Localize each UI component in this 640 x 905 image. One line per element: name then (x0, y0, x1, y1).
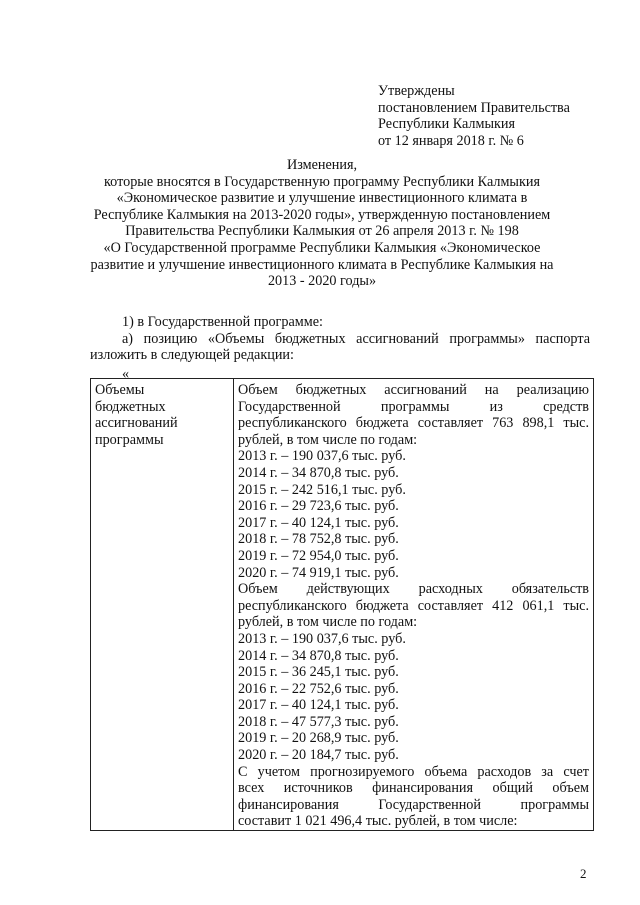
label-line: программы (95, 431, 164, 448)
year-line: 2017 г. – 40 124,1 тыс. руб. (238, 697, 399, 714)
value-line: республиканского бюджета составляет 763 898,1 тыс. (238, 415, 589, 432)
value-line: С учетом прогнозируемого объема расходов за счет (238, 763, 589, 780)
year-line: 2018 г. – 78 752,8 тыс. руб. (238, 531, 399, 548)
table-row (91, 379, 594, 831)
heading-line: «О Государственной программе Республики Калмыкия «Экономическое (103, 239, 541, 256)
year-line: 2017 г. – 40 124,1 тыс. руб. (238, 514, 399, 531)
value-line: составит 1 021 496,4 тыс. рублей, в том числе: (238, 813, 518, 830)
passport-table (90, 378, 594, 831)
value-line: Государственной программы из средств (238, 398, 589, 415)
year-line: 2014 г. – 34 870,8 тыс. руб. (238, 464, 399, 481)
item-1: 1) в Государственной программе: (122, 314, 323, 330)
quote-open: « (122, 365, 130, 382)
heading-line: «Экономическое развитие и улучшение инвестиционного климата в (116, 190, 528, 207)
year-line: 2019 г. – 20 268,9 тыс. руб. (238, 730, 399, 747)
document-heading (62, 157, 582, 290)
label-line: ассигнований (95, 415, 178, 432)
value-line: рублей, в том числе по годам: (238, 614, 418, 631)
value-line: республиканского бюджета составляет 412 061,1 тыс. (238, 597, 589, 614)
year-line: 2016 г. – 22 752,6 тыс. руб. (238, 680, 399, 697)
year-line: 2014 г. – 34 870,8 тыс. руб. (238, 647, 399, 664)
approval-line: постановлением Правительства (378, 99, 570, 116)
label-line: бюджетных (95, 398, 166, 415)
year-line: 2019 г. – 72 954,0 тыс. руб. (238, 547, 399, 564)
year-line: 2013 г. – 190 037,6 тыс. руб. (238, 630, 406, 647)
approval-line: от 12 января 2018 г. № 6 (378, 132, 524, 149)
value-line: всех источников финансирования общий объем (238, 780, 589, 797)
heading-line: Республике Калмыкия на 2013-2020 годы», утвержденную постановлением (93, 206, 551, 223)
year-line: 2020 г. – 74 919,1 тыс. руб. (238, 564, 399, 581)
value-line: финансирования Государственной программы (238, 796, 589, 813)
year-line: 2018 г. – 47 577,3 тыс. руб. (238, 713, 399, 730)
value-line: рублей, в том числе по годам: (238, 431, 418, 448)
year-line: 2020 г. – 20 184,7 тыс. руб. (238, 747, 399, 764)
year-line: 2013 г. – 190 037,6 тыс. руб. (238, 448, 406, 465)
heading-line: Правительства Республики Калмыкия от 26 апреля 2013 г. № 198 (125, 223, 519, 240)
page-number: 2 (580, 866, 587, 881)
value-line: Объем действующих расходных обязательств (238, 581, 589, 598)
year-line: 2015 г. – 36 245,1 тыс. руб. (238, 664, 399, 681)
label-line: Объемы (95, 382, 145, 398)
item-a-line-2: изложить в следующей редакции: (90, 347, 294, 364)
heading-line: которые вносятся в Государственную программу Республики Калмыкия (104, 173, 540, 190)
heading-line: Изменения, (286, 157, 358, 173)
approval-line: Республики Калмыкия (378, 116, 516, 133)
value-cell (234, 379, 594, 831)
item-a-line-1: а) позицию «Объемы бюджетных ассигнований программы» паспорта (122, 330, 590, 347)
heading-line: развитие и улучшение инвестиционного климата в Республике Калмыкия на (90, 256, 554, 273)
year-line: 2016 г. – 29 723,6 тыс. руб. (238, 498, 399, 515)
heading-line: 2013 - 2020 годы» (267, 273, 377, 290)
value-line: Объем бюджетных ассигнований на реализацию (238, 382, 589, 398)
label-cell (91, 379, 234, 831)
year-line: 2015 г. – 242 516,1 тыс. руб. (238, 481, 406, 498)
document-body (90, 314, 590, 382)
approval-stamp (378, 83, 618, 149)
approval-line: Утверждены (378, 83, 455, 99)
